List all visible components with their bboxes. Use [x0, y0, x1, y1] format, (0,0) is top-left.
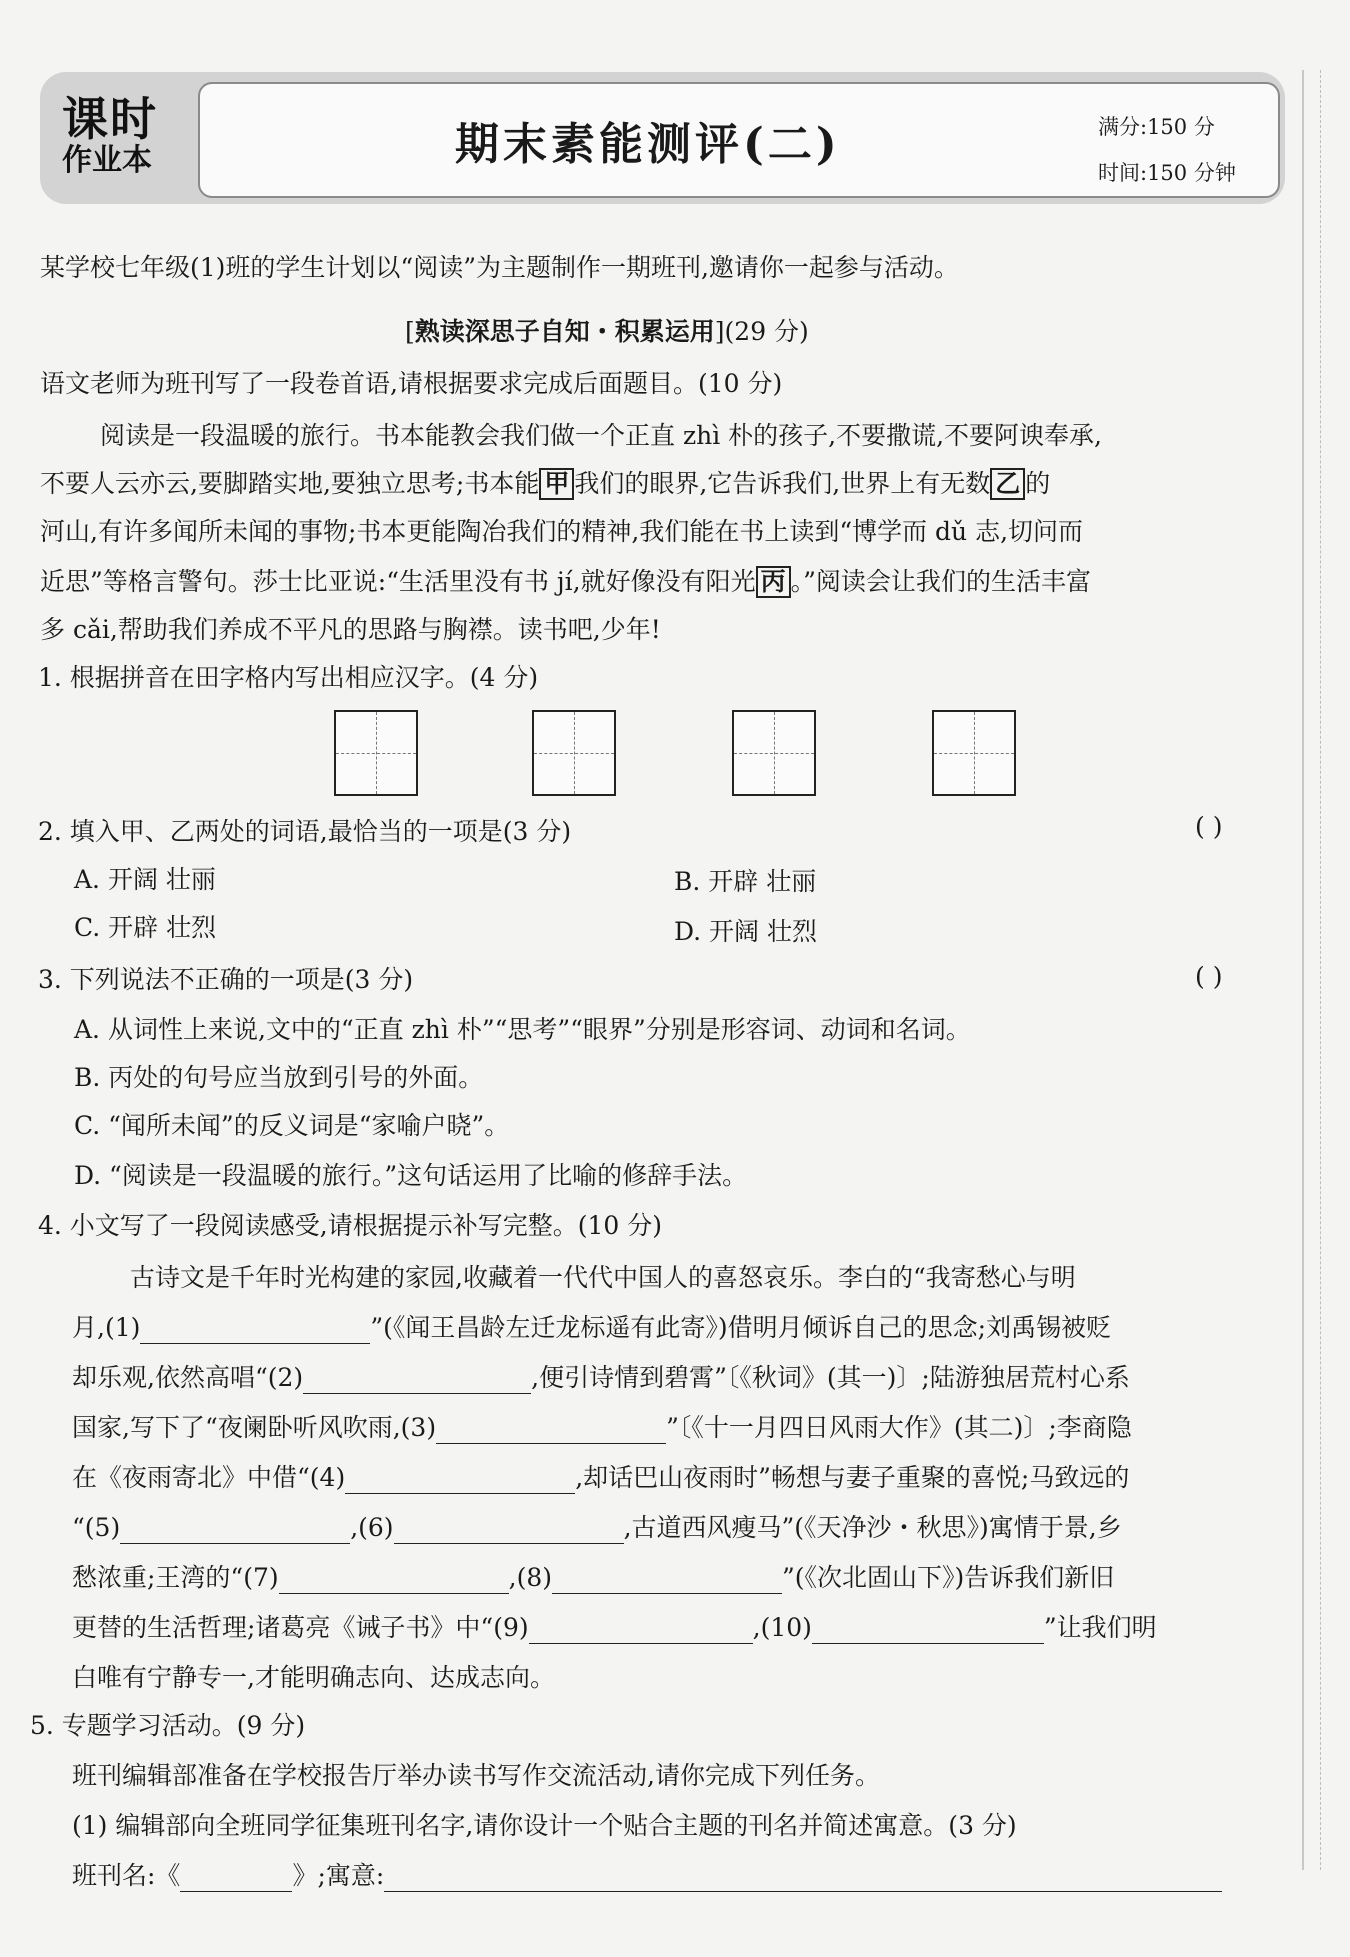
answer-paren-3[interactable]: ( )	[1195, 962, 1223, 991]
fill-blank-6[interactable]	[394, 1519, 624, 1544]
section-title: 熟读深思子自知・积累运用	[414, 317, 715, 346]
q4-line-3: 却乐观,依然高唱“(2) ,便引诗情到碧霄”〔《秋词》(其一)〕;陆游独居荒村心系	[72, 1363, 1130, 1392]
q3-option-d: D. “阅读是一段温暖的旅行。”这句话运用了比喻的修辞手法。	[74, 1161, 748, 1190]
passage-line-1: 阅读是一段温暖的旅行。书本能教会我们做一个正直 zhì 朴的孩子,不要撒谎,不要阿谀奉承,	[100, 421, 1103, 450]
q3-option-a: A. 从词性上来说,文中的“正直 zhì 朴”“思考”“眼界”分别是形容词、动词和名词。	[74, 1015, 971, 1044]
q3-option-c: C. “闻所未闻”的反义词是“家喻户晓”。	[74, 1111, 510, 1140]
question-4: 4. 小文写了一段阅读感受,请根据提示补写完整。(10 分)	[38, 1211, 663, 1240]
page-title: 期末素能测评(二)	[455, 119, 841, 170]
q3-option-b: B. 丙处的句号应当放到引号的外面。	[74, 1063, 484, 1092]
passage-line-2: 不要人云亦云,要脚踏实地,要独立思考;书本能 甲 我们的眼界,它告诉我们,世界上有无数 乙 的	[40, 469, 1051, 498]
logo-bottom-text: 作业本	[62, 143, 152, 178]
passage-line-3: 河山,有许多闻所未闻的事物;书本更能陶冶我们的精神,我们能在书上读到“博学而 dǔ 志,切问而	[40, 517, 1084, 546]
q4-line-6: “(5) ,(6) ,古道西风瘦马”(《天净沙・秋思》)寓情于景,乡	[72, 1513, 1122, 1542]
q2-option-a: A. 开阔 壮丽	[74, 865, 216, 894]
fill-blank-3[interactable]	[436, 1419, 666, 1444]
section-score: (29 分)	[724, 317, 809, 346]
q4-line-1: 古诗文是千年时光构建的家园,收藏着一代代中国人的喜怒哀乐。李白的“我寄愁心与明	[130, 1263, 1076, 1292]
answer-paren-2[interactable]: ( )	[1195, 812, 1223, 841]
tianzige-box-4[interactable]	[932, 710, 1016, 796]
q5-line-2: (1) 编辑部向全班同学征集班刊名字,请你设计一个贴合主题的刊名并简述寓意。(3 分)	[72, 1811, 1017, 1840]
question-lead: 语文老师为班刊写了一段卷首语,请根据要求完成后面题目。(10 分)	[40, 369, 783, 398]
journal-name-blank[interactable]	[180, 1867, 292, 1892]
tianzige-box-3[interactable]	[732, 710, 816, 796]
exam-time: 时间:150 分钟	[1098, 161, 1236, 185]
fill-blank-7[interactable]	[279, 1569, 509, 1594]
section-heading: [熟读深思子自知・积累运用](29 分)	[405, 317, 809, 346]
fill-blank-8[interactable]	[552, 1569, 782, 1594]
question-2: 2. 填入甲、乙两处的词语,最恰当的一项是(3 分)	[38, 817, 572, 846]
q5-line-3: 班刊名:《 》;寓意:	[72, 1856, 1222, 1892]
q4-line-2: 月,(1) ”(《闻王昌龄左迁龙标遥有此寄》)借明月倾诉自己的思念;刘禹锡被贬	[72, 1313, 1112, 1342]
fill-blank-9[interactable]	[529, 1619, 753, 1644]
q4-line-5: 在《夜雨寄北》中借“(4) ,却话巴山夜雨时”畅想与妻子重聚的喜悦;马致远的	[72, 1463, 1130, 1492]
fill-blank-10[interactable]	[812, 1619, 1044, 1644]
q4-line-7: 愁浓重;王湾的“(7) ,(8) ”(《次北固山下》)告诉我们新旧	[72, 1563, 1115, 1592]
fill-blank-1[interactable]	[140, 1319, 370, 1344]
tianzige-box-2[interactable]	[532, 710, 616, 796]
exam-meta	[1098, 104, 1236, 196]
page-edge	[1302, 70, 1304, 1870]
page-edge-dashed	[1320, 70, 1322, 1870]
fill-blank-2[interactable]	[303, 1369, 531, 1394]
passage-line-4: 近思”等格言警句。莎士比亚说:“生活里没有书 jí,就好像没有阳光 丙 。”阅读会让我们的生活丰富	[40, 567, 1091, 596]
question-3: 3. 下列说法不正确的一项是(3 分)	[38, 965, 414, 994]
q5-line-1: 班刊编辑部准备在学校报告厅举办读书写作交流活动,请你完成下列任务。	[72, 1761, 880, 1790]
full-score: 满分:150 分	[1098, 115, 1215, 139]
blank-yi: 乙	[990, 468, 1025, 500]
q4-line-9: 白唯有宁静专一,才能明确志向、达成志向。	[72, 1663, 555, 1692]
logo-top-text: 课时	[62, 92, 158, 146]
q2-option-c: C. 开辟 壮烈	[74, 913, 217, 942]
q4-line-8: 更替的生活哲理;诸葛亮《诫子书》中“(9) ,(10) ”让我们明	[72, 1613, 1157, 1642]
tianzige-box-1[interactable]	[334, 710, 418, 796]
q2-option-d: D. 开阔 壮烈	[674, 917, 817, 946]
question-1: 1. 根据拼音在田字格内写出相应汉字。(4 分)	[38, 663, 539, 692]
meaning-blank[interactable]	[384, 1867, 1222, 1892]
blank-jia: 甲	[539, 468, 574, 500]
intro-text: 某学校七年级(1)班的学生计划以“阅读”为主题制作一期班刊,邀请你一起参与活动。	[40, 253, 959, 282]
q2-option-b: B. 开辟 壮丽	[674, 867, 817, 896]
fill-blank-5[interactable]	[120, 1519, 350, 1544]
passage-line-5: 多 cǎi,帮助我们养成不平凡的思路与胸襟。读书吧,少年!	[40, 615, 661, 644]
q4-line-4: 国家,写下了“夜阑卧听风吹雨,(3) ”〔《十一月四日风雨大作》(其二)〕;李商隐	[72, 1413, 1132, 1442]
logo	[62, 94, 187, 178]
fill-blank-4[interactable]	[345, 1469, 575, 1494]
blank-bing: 丙	[756, 566, 791, 598]
question-5: 5. 专题学习活动。(9 分)	[30, 1711, 306, 1740]
